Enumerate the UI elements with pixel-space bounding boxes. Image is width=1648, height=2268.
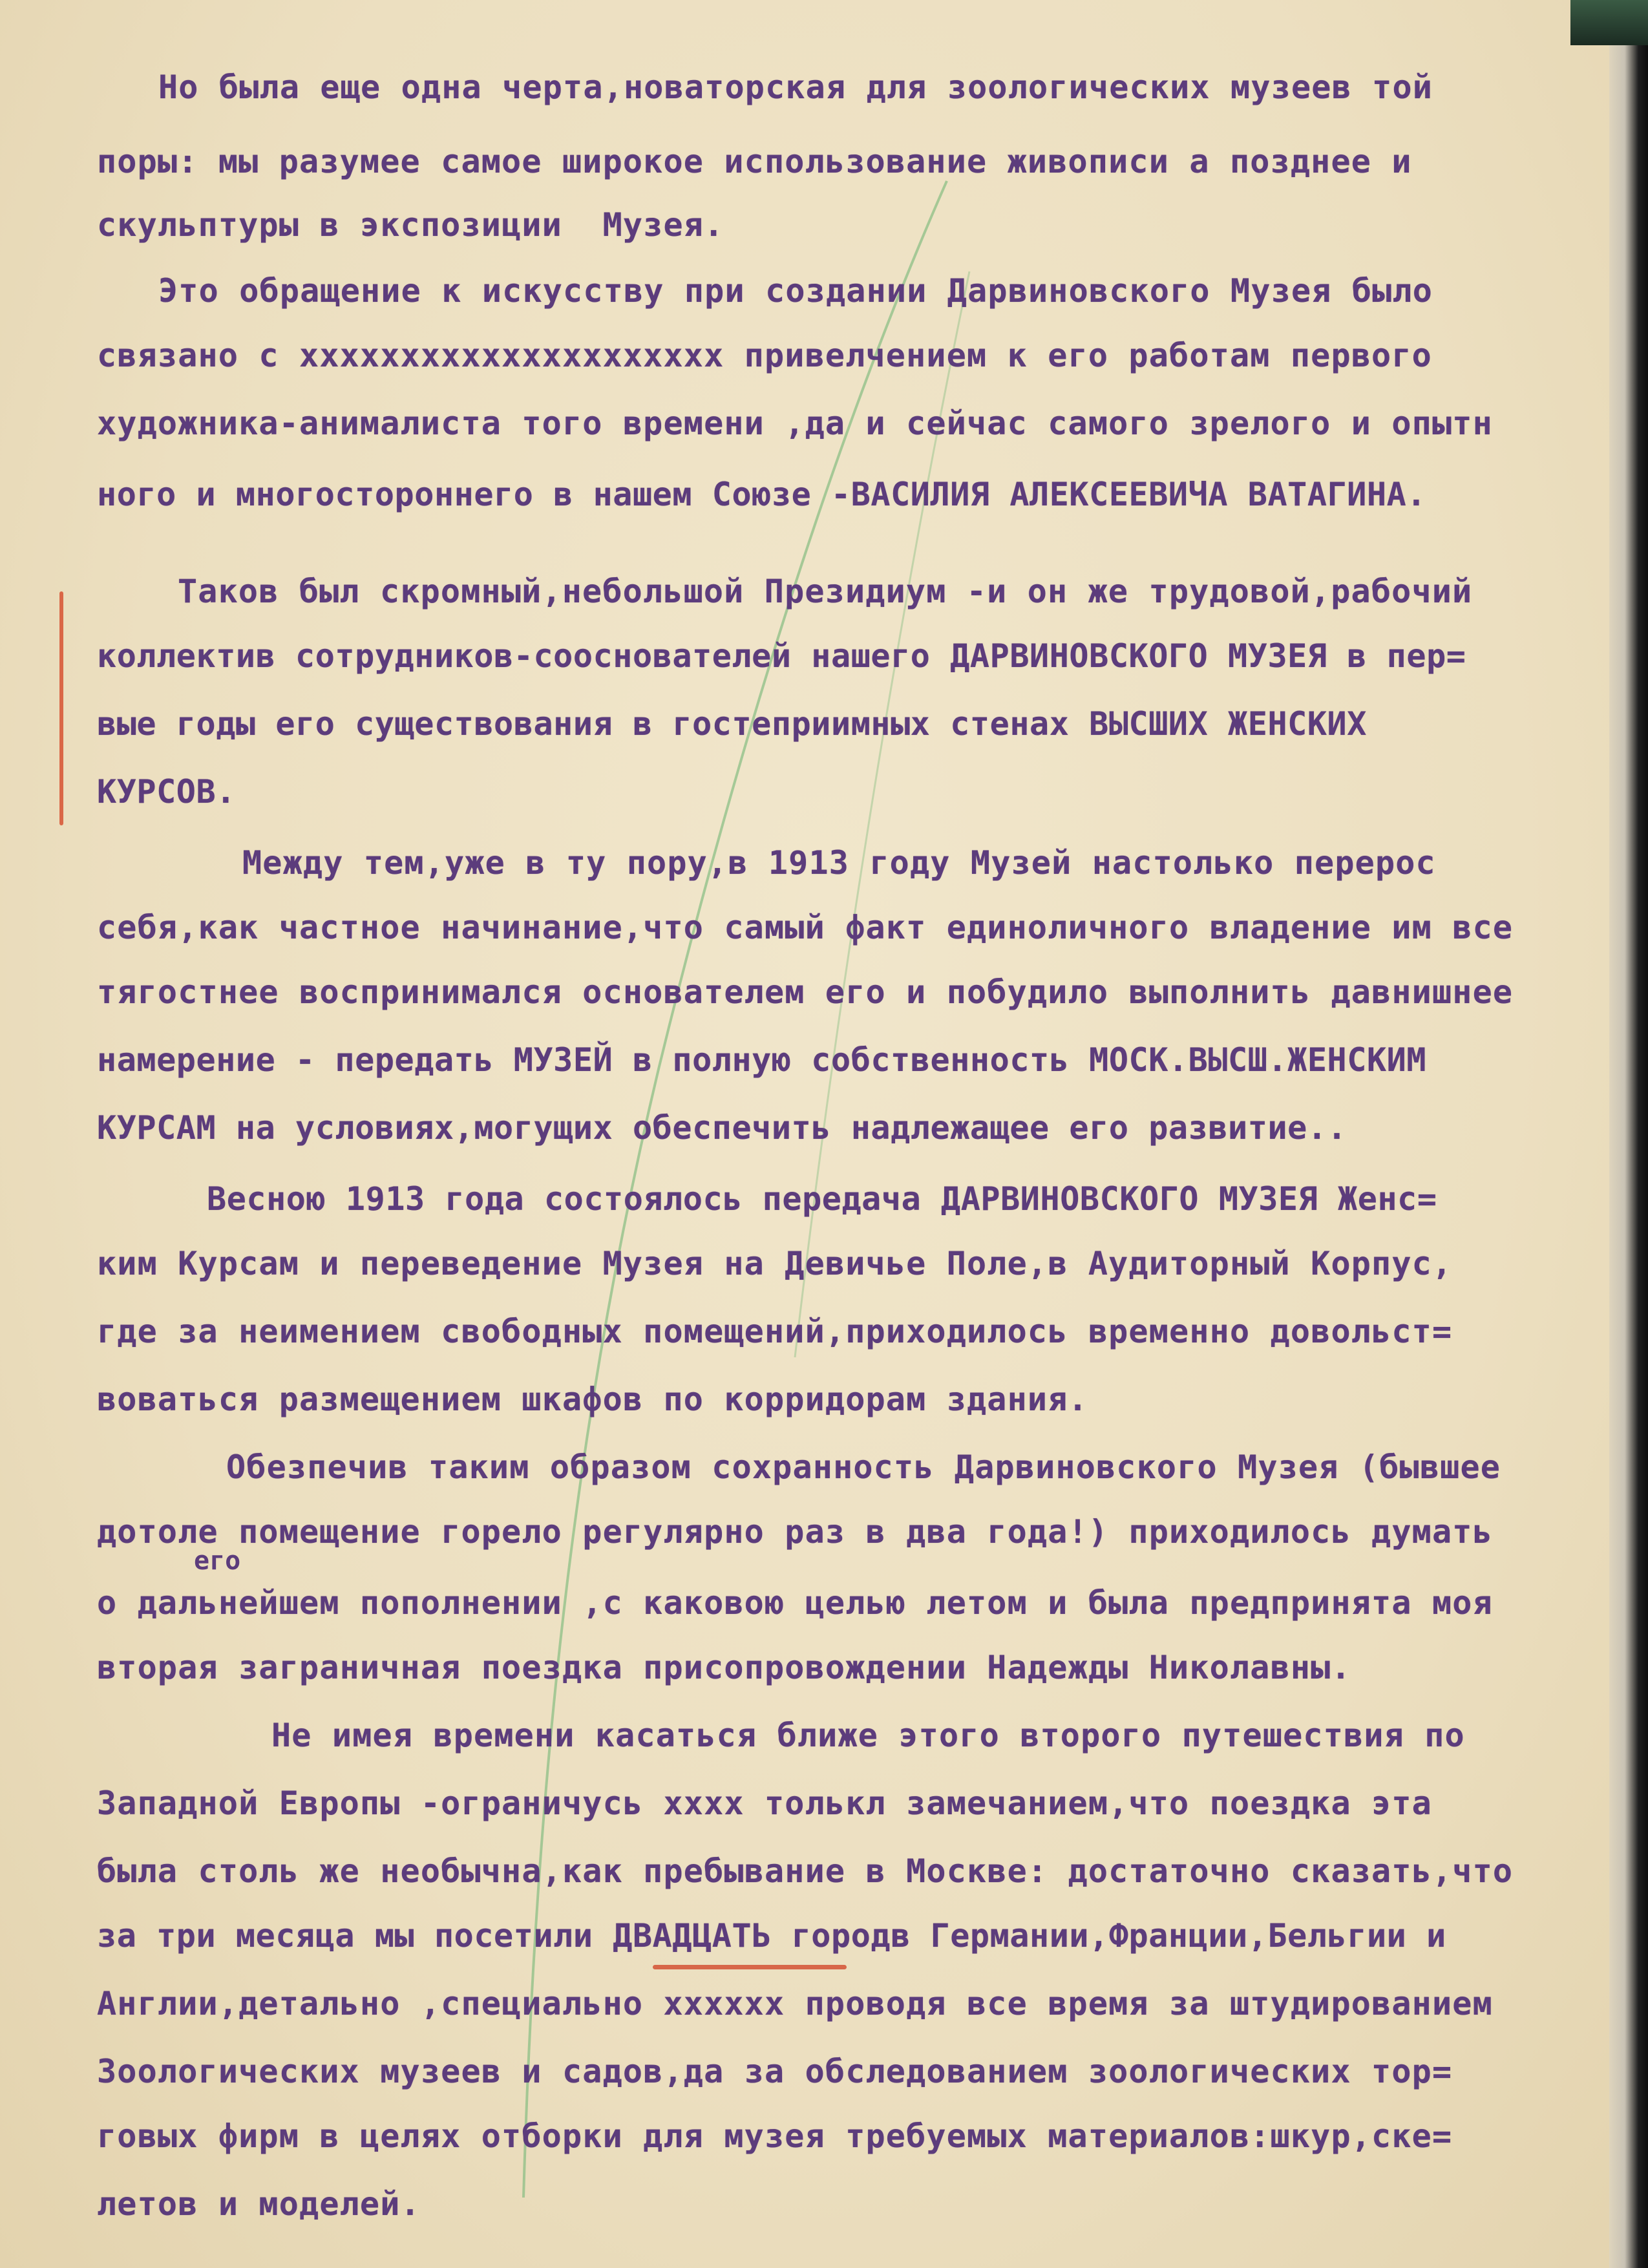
text-line: ного и многостороннего в нашем Союзе -ВАСИЛИЯ АЛЕКСЕЕВИЧА ВАТАГИНА. [97, 476, 1427, 513]
text-line: была столь же необычна,как пребывание в Москве: достаточно сказать,что [97, 1852, 1514, 1890]
text-line: где за неимением свободных помещений,приходилось временно довольст= [97, 1313, 1453, 1350]
text-line: вые годы его существования в гостеприимных стенах ВЫСШИХ ЖЕНСКИХ [97, 705, 1367, 743]
text-line: КУРСОВ. [97, 773, 236, 811]
text-line: себя,как частное начинание,что самый факт единоличного владение им все [97, 909, 1514, 946]
text-line: Не имея времени касаться ближе этого второго путешествия по [271, 1717, 1465, 1754]
text-line: КУРСАМ на условиях,могущих обеспечить надлежащее его развитие.. [97, 1109, 1347, 1147]
text-line: воваться размещением шкафов по корридорам здания. [97, 1381, 1088, 1418]
text-line: летов и моделей. [97, 2185, 421, 2223]
text-line: намерение - передать МУЗЕЙ в полную собственность МОСК.ВЫСШ.ЖЕНСКИМ [97, 1041, 1427, 1079]
text-line: Весною 1913 года состоялось передача ДАРВИНОВСКОГО МУЗЕЯ Женс= [207, 1180, 1437, 1218]
text-line: Но была еще одна черта,новаторская для зоологических музеев той [158, 69, 1433, 106]
handwritten-insertion: его [194, 1546, 241, 1576]
text-line: Зоологических музеев и садов,да за обследованием зоологических тор= [97, 2053, 1453, 2090]
text-line: Западной Европы -ограничусь хххх толькл замечанием,что поездка эта [97, 1785, 1432, 1822]
text-line: связано с ххххххххххххххххххххх привелчением к его работам первого [97, 337, 1432, 374]
text-line: Между тем,уже в ту пору,в 1913 году Музей настолько перерос [242, 844, 1436, 882]
text-line: Таков был скромный,небольшой Президиум -и он же трудовой,рабочий [178, 573, 1473, 610]
text-line: коллектив сотрудников-сооснователей нашего ДАРВИНОВСКОГО МУЗЕЯ в пер= [97, 637, 1466, 675]
text-line: ким Курсам и переведение Музея на Девичье Поле,в Аудиторный Корпус, [97, 1245, 1453, 1282]
text-line: дотоле помещение горело регулярно раз в два года!) приходилось думать [97, 1513, 1493, 1551]
text-line: за три месяца мы посетили ДВАДЦАТЬ городв Германии,Франции,Бельгии и [97, 1917, 1446, 1955]
text-line: скульптуры в экспозиции Музея. [97, 206, 724, 244]
text-line: вторая заграничная поездка присопровождении Надежды Николавны. [97, 1649, 1351, 1686]
text-line: Это обращение к искусству при создании Дарвиновского Музея было [158, 272, 1433, 310]
text-line: Обезпечив таким образом сохранность Дарвиновского Музея (бывшее [226, 1448, 1501, 1486]
text-line: Англии,детально ,специально хххххх проводя все время за штудированием [97, 1985, 1493, 2022]
text-line: о дальнейшем пополнении ,с каковою целью летом и была предпринята моя [97, 1584, 1493, 1622]
text-line: говых фирм в целях отборки для музея требуемых материалов:шкур,ске= [97, 2117, 1453, 2155]
text-line: поры: мы разумее самое широкое использование живописи а позднее и [97, 143, 1412, 180]
text-line: тягостнее воспринимался основателем его и побудило выполнить давнишнее [97, 973, 1514, 1011]
text-line: художника-анималиста того времени ,да и сейчас самого зрелого и опытн [97, 405, 1493, 442]
